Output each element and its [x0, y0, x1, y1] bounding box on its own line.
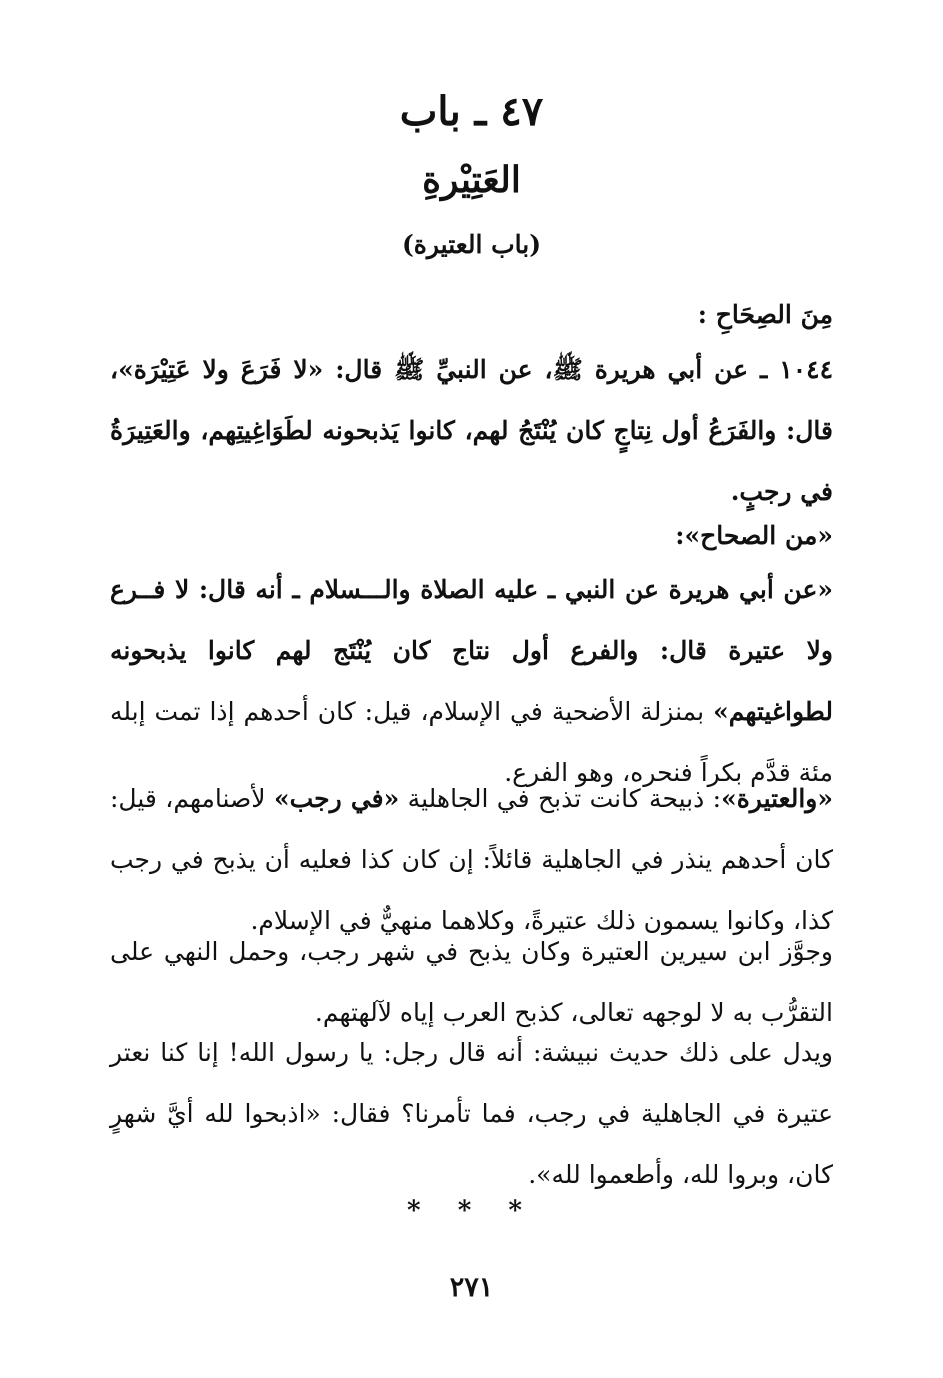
chapter-number: ٤٧ ـ باب [399, 88, 544, 135]
commentary-paragraph-4: ويدل على ذلك حديث نبيشة: أنه قال رجل: يا رسول الله! إنا كنا نعتر عتيرة في الجاهلية في رجب، فما تأمرنا؟ فقال: «اذبحوا لله أيَّ شهرٍ كان، وبروا لله، وأطعموا لله». [110, 1038, 833, 1189]
commentary-paragraph-3: وجوَّز ابن سيرين العتيرة وكان يذبح في شهر رجب، وحمل النهي على التقرُّب به لا لوجهه تعالى، كذبح العرب إياه لآلهتهم. [110, 937, 833, 1027]
commentary-heading: «من الصحاح»: [675, 521, 833, 550]
section-separator: * * * [407, 1196, 536, 1226]
quoted-term-atira: «والعتيرة» [721, 784, 833, 813]
commentary-text: بمنزلة الأضحية في الإسلام، قيل: كان أحدهم إذا تمت إبله مئة قدَّم بكراً فنحره، وهو الفرع. [110, 697, 833, 787]
chapter-subtitle: (باب العتيرة) [401, 230, 542, 259]
page-number: ٢٧١ [449, 1272, 494, 1303]
quoted-hadith-text: «عن أبي هريرة عن النبي ـ عليه الصلاة والـــسلام ـ أنه قال: لا فــرع ولا عتيرة قال: والفرع أول نتاج كان يُنْتَج لهم كانوا يذبحونه لطواغيتهم» [110, 575, 833, 726]
quoted-term-rajab: «في رجب» [273, 784, 400, 813]
commentary-paragraph-1 [110, 559, 833, 803]
hadith-1044: ١٠٤٤ ـ عن أبي هريرة ﷺ، عن النبيِّ ﷺ قال: «لا فَرَعَ ولا عَتِيْرَة»، قال: والفَرَعُ أول نِتاجٍ كان يُنْتَجُ لهم، كانوا يَذبحونه لطَوَاغِيتِهم، والعَتِيرَةُ في رجبٍ. [110, 355, 833, 506]
chapter-title: العَتِيْرةِ [422, 159, 521, 201]
commentary-text: لأصنامهم، قيل: كان أحدهم ينذر في الجاهلية قائلاً: إن كان كذا فعليه أن يذبح في رجب كذا، وكانوا يسمون ذلك عتيرةً، وكلاهما منهيٌّ في الإسلام. [110, 784, 833, 935]
section-heading-sihah: مِنَ الصِحَاحِ : [697, 300, 833, 329]
commentary-text: : ذبيحة كانت تذبح في الجاهلية [399, 784, 722, 813]
